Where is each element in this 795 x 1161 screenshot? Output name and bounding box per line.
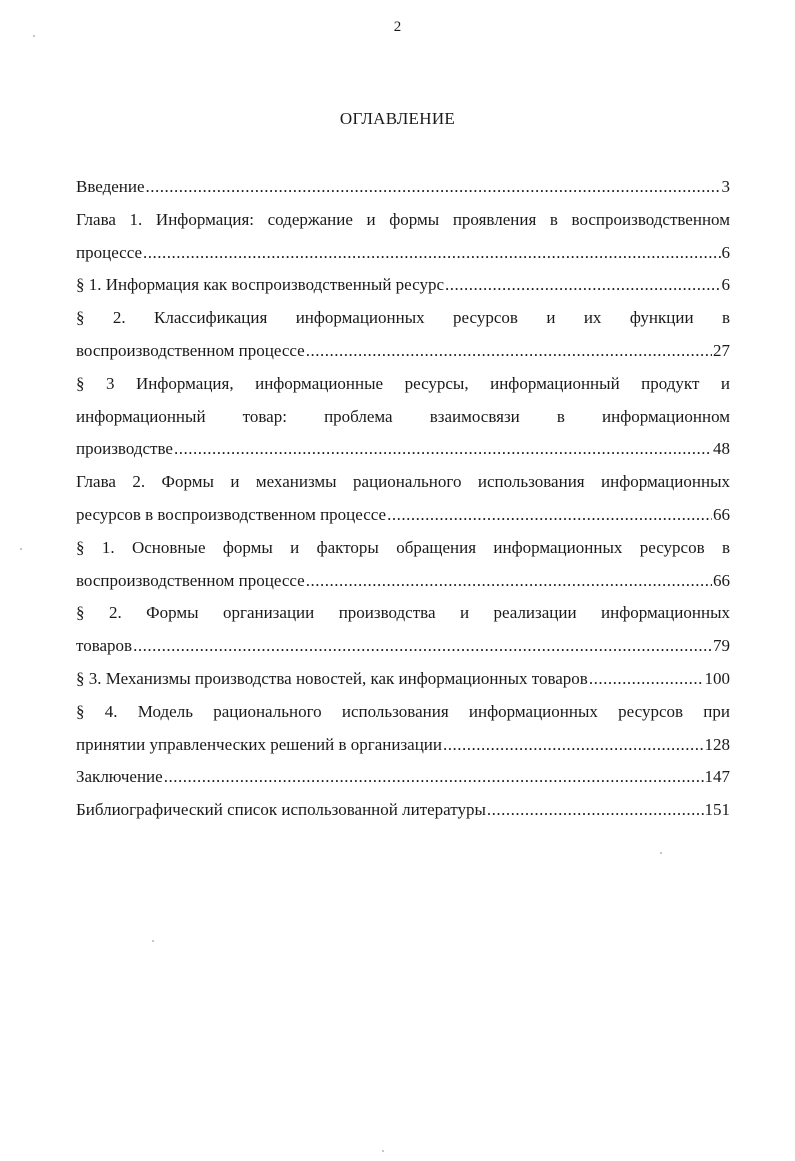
toc-entry-last-line bbox=[76, 171, 730, 204]
toc-page-number: 151 bbox=[704, 800, 730, 820]
scan-speck bbox=[33, 35, 35, 37]
toc-entry-last-line bbox=[76, 433, 730, 466]
toc-entry-last-line bbox=[76, 794, 730, 827]
toc-entry-last-line bbox=[76, 729, 730, 762]
toc-entry-last-line bbox=[76, 237, 730, 270]
toc-entry-last-line bbox=[76, 335, 730, 368]
dot-leader bbox=[589, 663, 704, 696]
dot-leader bbox=[133, 630, 712, 663]
dot-leader bbox=[445, 269, 721, 302]
toc-entry-last-line bbox=[76, 269, 730, 302]
toc-entry bbox=[76, 696, 730, 762]
toc-entry bbox=[76, 532, 730, 598]
toc-entry bbox=[76, 204, 730, 270]
toc-entry bbox=[76, 761, 730, 794]
toc-entry bbox=[76, 269, 730, 302]
toc-entry-last-line bbox=[76, 663, 730, 696]
toc-entry-line: Глава 2. Формы и механизмы рационального использования информационных bbox=[76, 472, 730, 492]
toc-entry-title: товаров bbox=[76, 636, 133, 656]
dot-leader bbox=[487, 794, 704, 827]
toc-entry bbox=[76, 794, 730, 827]
toc-entry-title: § 3. Механизмы производства новостей, как информационных товаров bbox=[76, 668, 588, 688]
toc-entry-title: ресурсов в воспроизводственном процессе bbox=[76, 504, 387, 524]
toc-entry bbox=[76, 466, 730, 532]
toc-entry bbox=[76, 171, 730, 204]
toc-entry-title: § 1. Информация как воспроизводственный ресурс bbox=[76, 275, 444, 295]
toc-entry-title: производстве bbox=[76, 439, 173, 459]
toc-entry-title: Заключение bbox=[76, 767, 163, 787]
toc-page-number: 79 bbox=[713, 636, 730, 656]
toc-page-number: 66 bbox=[713, 504, 730, 524]
dot-leader bbox=[164, 761, 704, 794]
toc-entry-line: § 4. Модель рационального использования информационных ресурсов при bbox=[76, 701, 730, 721]
table-of-contents bbox=[76, 171, 730, 827]
toc-entry-last-line bbox=[76, 761, 730, 794]
toc-entry-title: Введение bbox=[76, 177, 145, 196]
toc-page-number: 6 bbox=[721, 275, 730, 295]
toc-page-number: 6 bbox=[721, 242, 730, 262]
toc-entry-title: процессе bbox=[76, 242, 143, 262]
toc-entry bbox=[76, 302, 730, 368]
page-number: 2 bbox=[393, 19, 402, 35]
toc-entry bbox=[76, 663, 730, 696]
toc-page-number: 48 bbox=[713, 439, 730, 459]
toc-entry-line: Глава 1. Информация: содержание и формы проявления в воспроизводственном bbox=[76, 209, 730, 229]
dot-leader bbox=[306, 335, 712, 368]
toc-entry-title: воспроизводственном процессе bbox=[76, 570, 305, 590]
toc-entry-line: § 2. Формы организации производства и реализации информационных bbox=[76, 603, 730, 623]
page-title: ОГЛАВЛЕНИЕ bbox=[339, 109, 456, 128]
toc-page-number: 128 bbox=[704, 734, 730, 754]
scan-speck bbox=[152, 940, 154, 942]
toc-entry-last-line bbox=[76, 499, 730, 532]
dot-leader bbox=[174, 433, 712, 466]
toc-entry-line: § 2. Классификация информационных ресурсов и их функции в bbox=[76, 308, 730, 328]
toc-page-number: 66 bbox=[713, 570, 730, 590]
scan-speck bbox=[382, 1150, 384, 1152]
dot-leader bbox=[143, 237, 720, 270]
toc-entry-title: воспроизводственном процессе bbox=[76, 340, 305, 360]
toc-page-number: 100 bbox=[704, 668, 730, 688]
scan-speck bbox=[20, 548, 22, 550]
toc-page-number: 3 bbox=[721, 177, 730, 196]
toc-page-number: 27 bbox=[713, 340, 730, 360]
scan-speck bbox=[660, 852, 662, 854]
dot-leader bbox=[146, 171, 721, 204]
toc-entry bbox=[76, 597, 730, 663]
dot-leader bbox=[306, 565, 712, 598]
toc-entry bbox=[76, 368, 730, 466]
toc-entry-last-line bbox=[76, 630, 730, 663]
toc-entry-last-line bbox=[76, 565, 730, 598]
toc-entry-line: информационный товар: проблема взаимосвязи в информационном bbox=[76, 406, 730, 426]
toc-entry-line: § 1. Основные формы и факторы обращения информационных ресурсов в bbox=[76, 537, 730, 557]
toc-entry-line: § 3 Информация, информационные ресурсы, информационный продукт и bbox=[76, 373, 730, 393]
toc-entry-title: Библиографический список использованной литературы bbox=[76, 800, 486, 820]
dot-leader bbox=[443, 729, 704, 762]
dot-leader bbox=[387, 499, 712, 532]
toc-entry-title: принятии управленческих решений в организации bbox=[76, 734, 442, 754]
toc-page-number: 147 bbox=[704, 767, 730, 787]
